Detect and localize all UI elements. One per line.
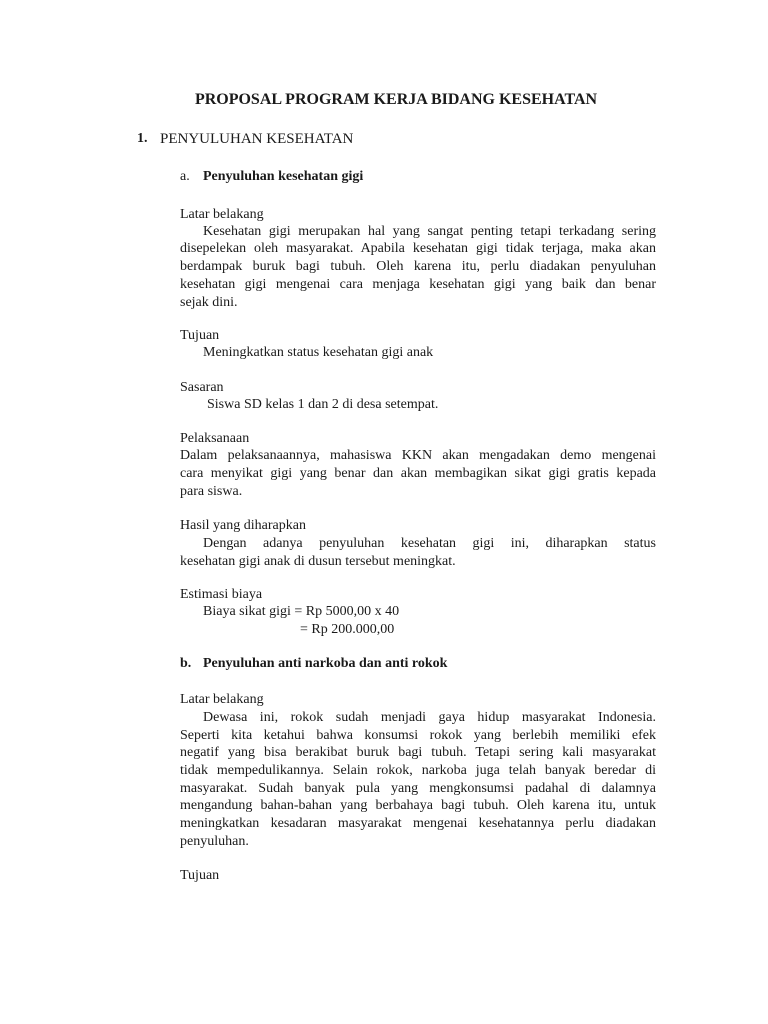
sasaran-text: Siswa SD kelas 1 dan 2 di desa setempat. [207, 397, 439, 412]
section-number: 1. [137, 131, 148, 146]
paragraph-line: cara menyikat gigi yang benar dan akan membagikan sikat gigi gratis kepada [180, 466, 656, 481]
sasaran-heading: Sasaran [180, 380, 224, 395]
tujuan-heading: Tujuan [180, 328, 220, 343]
paragraph-line: Dalam pelaksanaannya, mahasiswa KKN akan mengadakan demo mengenai [180, 448, 656, 463]
estimasi-total: = Rp 200.000,00 [300, 622, 395, 637]
paragraph-line: masyarakat. Sudah banyak pula yang mengkonsumsi padahal di dalamnya [180, 781, 656, 796]
pelaksanaan-heading: Pelaksanaan [180, 431, 250, 446]
paragraph-line: penyuluhan. [180, 834, 249, 849]
paragraph-line: kesehatan gigi anak di dusun tersebut meningkat. [180, 554, 456, 569]
paragraph-line: mengandung bahan-bahan yang berbahaya bagi tubuh. Oleh karena itu, untuk [180, 798, 656, 813]
document-title: PROPOSAL PROGRAM KERJA BIDANG KESEHATAN [194, 91, 598, 108]
section-heading: PENYULUHAN KESEHATAN [160, 131, 354, 147]
subsection-letter: b. [180, 656, 192, 671]
latar-heading: Latar belakang [180, 207, 264, 222]
paragraph-line: para siswa. [180, 484, 243, 499]
paragraph-line: tidak mempedulikannya. Selain rokok, narkoba juga telah banyak beredar di [180, 763, 656, 778]
paragraph-line: berdampak buruk bagi tubuh. Oleh karena itu, perlu diadakan penyuluhan [180, 259, 656, 274]
subsection-heading: Penyuluhan kesehatan gigi [203, 169, 364, 184]
estimasi-heading: Estimasi biaya [180, 587, 263, 602]
paragraph-line: Kesehatan gigi merupakan hal yang sangat penting tetapi terkadang sering [203, 224, 656, 239]
latar-heading: Latar belakang [180, 692, 264, 707]
tujuan-heading: Tujuan [180, 868, 220, 883]
paragraph-line: Dengan adanya penyuluhan kesehatan gigi ini, diharapkan status [203, 536, 656, 551]
paragraph-line: negatif yang bisa berakibat buruk bagi tubuh. Tetapi sering kali masyarakat [180, 745, 656, 760]
subsection-heading: Penyuluhan anti narkoba dan anti rokok [203, 656, 448, 671]
paragraph-line: Dewasa ini, rokok sudah menjadi gaya hidup masyarakat Indonesia. [203, 710, 656, 725]
estimasi-line: Biaya sikat gigi = Rp 5000,00 x 40 [203, 604, 400, 619]
tujuan-text: Meningkatkan status kesehatan gigi anak [203, 345, 434, 360]
subsection-letter: a. [180, 169, 190, 184]
paragraph-line: kesehatan gigi mengenai cara menjaga kesehatan gigi yang baik dan benar [180, 277, 656, 292]
paragraph-line: disepelekan oleh masyarakat. Apabila kesehatan gigi tidak terjaga, maka akan [180, 241, 656, 256]
paragraph-line: sejak dini. [180, 295, 238, 310]
paragraph-line: meningkatkan kesadaran masyarakat mengenai kesehatannya perlu diadakan [180, 816, 656, 831]
hasil-heading: Hasil yang diharapkan [180, 518, 306, 533]
paragraph-line: Seperti kita ketahui bahwa konsumsi rokok yang berlebih memiliki efek [180, 728, 656, 743]
